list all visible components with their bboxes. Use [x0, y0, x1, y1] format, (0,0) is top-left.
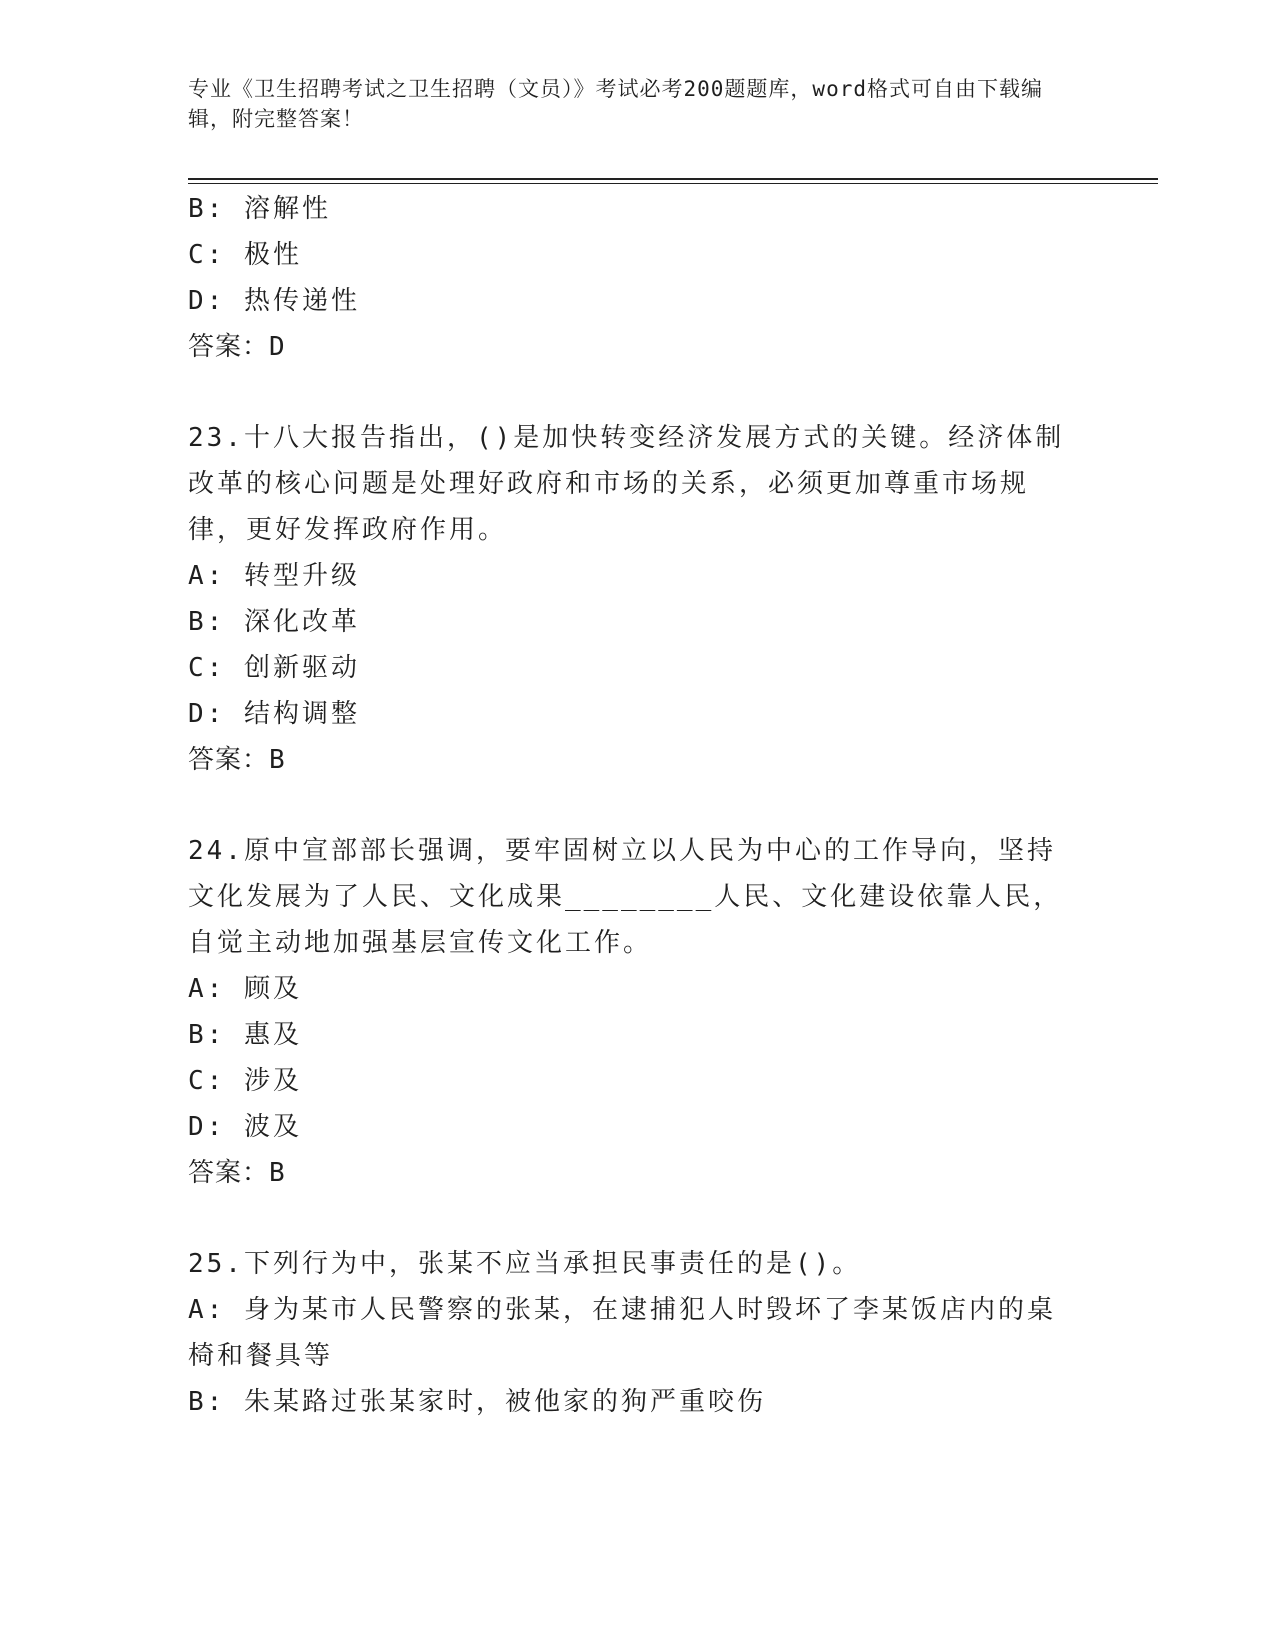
question-stem: 23.十八大报告指出，()是加快转变经济发展方式的关键。经济体制改革的核心问题是处理好政府和市场的关系，必须更加尊重市场规律，更好发挥政府作用。: [188, 423, 1065, 545]
question-stem: 24.原中宣部部长强调，要牢固树立以人民为中心的工作导向，坚持文化发展为了人民、文化成果________人民、文化建设依靠人民，自觉主动地加强基层宣传文化工作。: [188, 836, 1063, 958]
document-header: [188, 74, 1068, 134]
option-b: B: 深化改革: [188, 607, 360, 637]
option-c: C: 涉及: [188, 1066, 302, 1096]
prev-question-block: [188, 186, 1078, 370]
option-c: C: 极性: [188, 240, 302, 270]
spacer: [188, 783, 1078, 828]
option-d: D: 热传递性: [188, 286, 360, 316]
header-text: 专业《卫生招聘考试之卫生招聘（文员）》考试必考200题题库，word格式可自由下载编辑，附完整答案！: [188, 77, 1043, 131]
option-b: B: 溶解性: [188, 194, 331, 224]
option-b: B: 朱某路过张某家时，被他家的狗严重咬伤: [188, 1387, 766, 1417]
header-divider-thick: [188, 178, 1158, 180]
question-stem: 25.下列行为中，张某不应当承担民事责任的是()。: [188, 1249, 862, 1279]
question-content: [188, 186, 1078, 1425]
option-d: D: 波及: [188, 1112, 302, 1142]
option-a: A: 顾及: [188, 974, 302, 1004]
header-divider-thin: [188, 183, 1158, 184]
answer: 答案：B: [188, 1158, 286, 1188]
answer: 答案：B: [188, 745, 286, 775]
option-a: A: 身为某市人民警察的张某，在逮捕犯人时毁坏了李某饭店内的桌椅和餐具等: [188, 1295, 1056, 1371]
answer: 答案：D: [188, 332, 286, 362]
question-23: [188, 415, 1078, 783]
question-25: [188, 1241, 1078, 1425]
option-b: B: 惠及: [188, 1020, 302, 1050]
spacer: [188, 1196, 1078, 1241]
spacer: [188, 370, 1078, 415]
option-d: D: 结构调整: [188, 699, 360, 729]
question-24: [188, 828, 1078, 1196]
option-c: C: 创新驱动: [188, 653, 360, 683]
option-a: A: 转型升级: [188, 561, 360, 591]
